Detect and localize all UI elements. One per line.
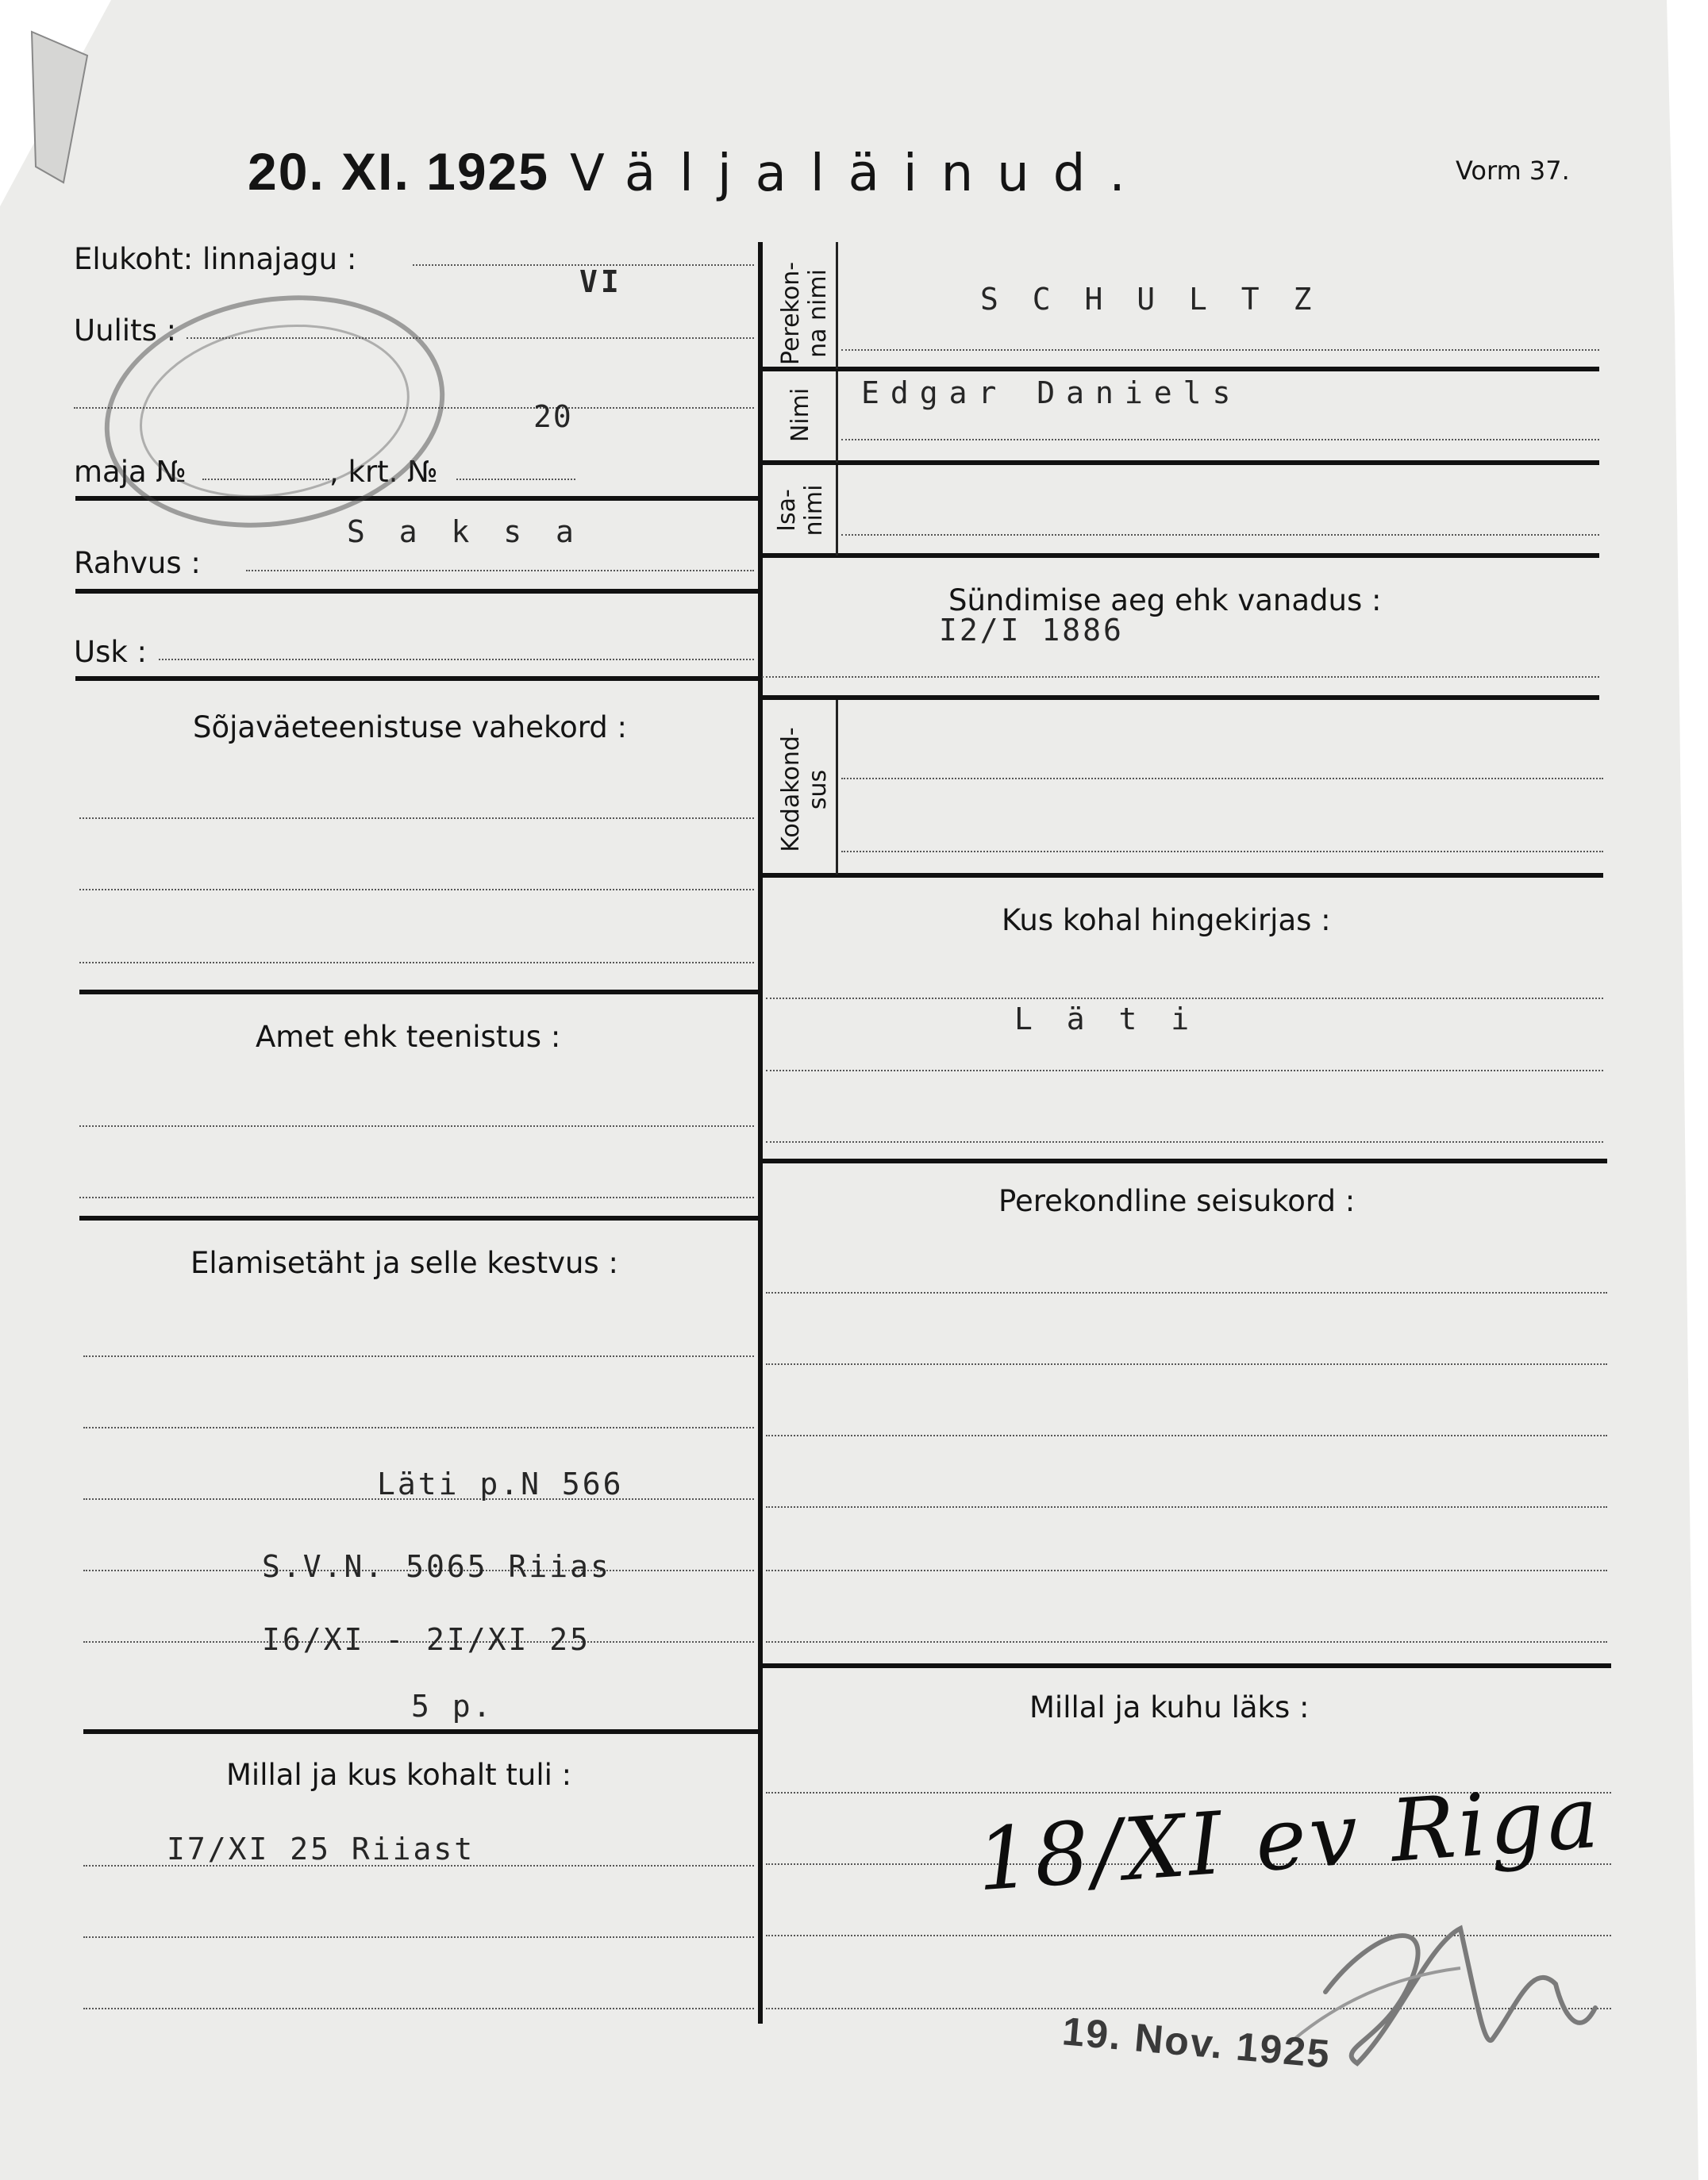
sep-after-family [762,1663,1611,1668]
registry-dotline-3 [766,1141,1603,1143]
surname-label-line1: Perekon- [777,261,805,366]
sep-after-occupation [79,1216,758,1221]
family-dotline-6 [766,1641,1607,1643]
center-divider [758,242,763,2024]
firstname-value: Edgar Daniels [861,375,1242,410]
registry-value: L ä t i [1014,1002,1198,1036]
arrival-dotline-3 [83,2008,754,2009]
surname-label [778,250,833,377]
arrival-label: Millal ja kus kohalt tuli : [226,1758,572,1792]
citizenship-label [778,718,833,861]
citizenship-dotline-1 [841,778,1603,779]
fathername-box-edge [836,465,838,556]
sep-after-firstname [758,460,1599,465]
sep-after-fathername [758,553,1599,558]
permit-line-3: I6/XI - 2I/XI 25 [262,1622,591,1657]
sep-after-permit [83,1729,758,1734]
family-dotline-5 [766,1570,1607,1571]
birth-value: I2/I 1886 [939,613,1124,648]
arrival-date-stamp: 19. Nov. 1925 [1060,2009,1333,2077]
fathername-label [774,471,829,550]
family-dotline-1 [766,1292,1607,1294]
fathername-label-line1: Isa- [773,489,801,532]
religion-label: Usk : [74,635,148,669]
nationality-label: Rahvus : [74,546,201,580]
sep-after-birth [758,695,1599,700]
issue-date-stamp: 20. XI. 1925 [248,142,549,201]
occupation-dotline-2 [79,1197,754,1198]
firstname-label: Nimi [787,387,814,443]
apartment-dotline [456,479,575,480]
arrival-value: I7/XI 25 Riiast [167,1832,475,1867]
departed-heading: Väljaläinud. [570,144,1149,203]
apartment-label: , krt. № [329,455,438,489]
surname-dotline [841,349,1599,351]
permit-label: Elamisetäht ja selle kestvus : [190,1246,618,1280]
form-number: Vorm 37. [1456,156,1570,186]
religion-dotline [159,659,754,660]
permit-line-1: Läti p.N 566 [377,1467,624,1501]
family-dotline-3 [766,1435,1607,1436]
military-dotline-3 [79,962,754,963]
military-label: Sõjaväeteenistuse vahekord : [193,710,628,744]
surname-label-line2: na nimi [804,269,832,358]
sep-after-nationality [75,589,758,594]
nationality-dotline [246,570,754,571]
sep-after-religion [75,676,758,681]
family-dotline-2 [766,1363,1607,1365]
house-number-label: maja № [74,455,187,489]
birth-dotline [762,676,1599,678]
sep-after-registry [762,1159,1607,1163]
military-dotline-1 [79,817,754,819]
departure-label: Millal ja kuhu läks : [1029,1690,1310,1724]
departure-handwritten: 18/XI ev Riga [973,1767,1605,1911]
occupation-dotline-1 [79,1125,754,1127]
citizenship-box-edge [836,700,838,875]
family-dotline-4 [766,1506,1607,1508]
permit-dotline-1 [83,1355,754,1357]
surname-value: S C H U L T Z [980,282,1320,317]
permit-line-4: 5 p. [411,1689,494,1724]
arrival-dotline-1 [83,1865,754,1867]
family-label: Perekondline seisukord : [998,1184,1356,1218]
residence-label: Elukoht: linnajagu : [74,242,357,276]
sep-after-military [79,990,758,994]
registry-label: Kus kohal hingekirjas : [1002,903,1331,937]
permit-dotline-2 [83,1427,754,1428]
sep-after-citizenship [762,873,1603,878]
registry-dotline-2 [766,1070,1603,1071]
citizenship-label-line1: Kodakond- [777,727,805,852]
fathername-label-line2: nimi [800,484,828,536]
right-edge-shadow [1635,0,1708,2180]
hotel-oval-stamp [86,270,463,554]
surname-box-edge [836,242,838,369]
permit-line-2: S.V.N. 5065 Riias [262,1549,611,1584]
military-dotline-2 [79,889,754,890]
street-value: 20 [533,399,573,434]
birth-label: Sündimise aeg ehk vanadus : [948,583,1382,617]
nationality-value: S a k s a [347,514,582,549]
citizenship-label-line2: sus [804,769,832,810]
sep-after-surname [758,367,1599,371]
street-label: Uulits : [74,313,177,348]
fathername-dotline [841,534,1599,536]
residence-value: VI [579,264,622,299]
occupation-label: Amet ehk teenistus : [256,1020,561,1054]
registry-dotline-1 [766,998,1603,999]
arrival-dotline-2 [83,1936,754,1938]
citizenship-dotline-2 [841,851,1603,852]
firstname-box-edge [836,371,838,463]
firstname-dotline [841,439,1599,440]
torn-corner [0,0,111,206]
